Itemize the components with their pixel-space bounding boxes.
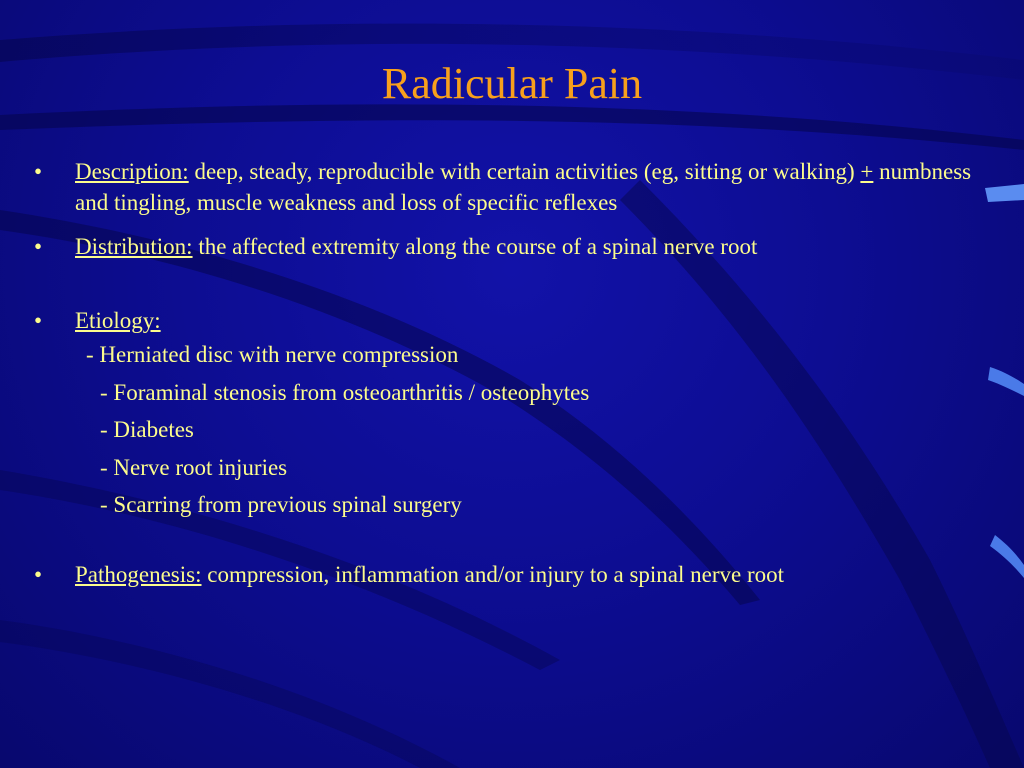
etiology-item: - Herniated disc with nerve compression [86,342,459,367]
pathogenesis-term: Pathogenesis: [75,561,202,587]
etiology-item: - Scarring from previous spinal surgery [100,492,462,517]
etiology-item: - Nerve root injuries [100,454,288,480]
description-bullet [30,156,1010,218]
pathogenesis-text: compression, inflammation and/or injury to a spinal nerve root [201,561,785,587]
pathogenesis-bullet [30,559,1010,590]
plus-sign: + [860,159,874,184]
description-text-2: numbness and tingling, muscle weakness and loss of specific reflexes [75,159,972,215]
bullet-dot: • [34,234,43,259]
distribution-text: the affected extremity along the course of a spinal nerve root [192,234,758,259]
etiology-item: - Foraminal stenosis from osteoarthritis / osteophytes [100,379,590,405]
etiology-item: - Diabetes [100,417,194,442]
description-text: deep, steady, reproducible with certain activities (eg, sitting or walking) [188,159,861,184]
distribution-bullet [30,231,1010,262]
bullet-dot: • [34,308,43,333]
etiology-term: Etiology: [75,308,161,333]
bullet-dot: • [34,159,43,184]
slide-body [30,156,1010,590]
bullet-dot: • [34,561,43,587]
distribution-term: Distribution: [75,234,193,259]
etiology-bullet [30,305,1010,336]
description-term: Description: [75,159,189,184]
slide-title: Radicular Pain [381,59,643,108]
